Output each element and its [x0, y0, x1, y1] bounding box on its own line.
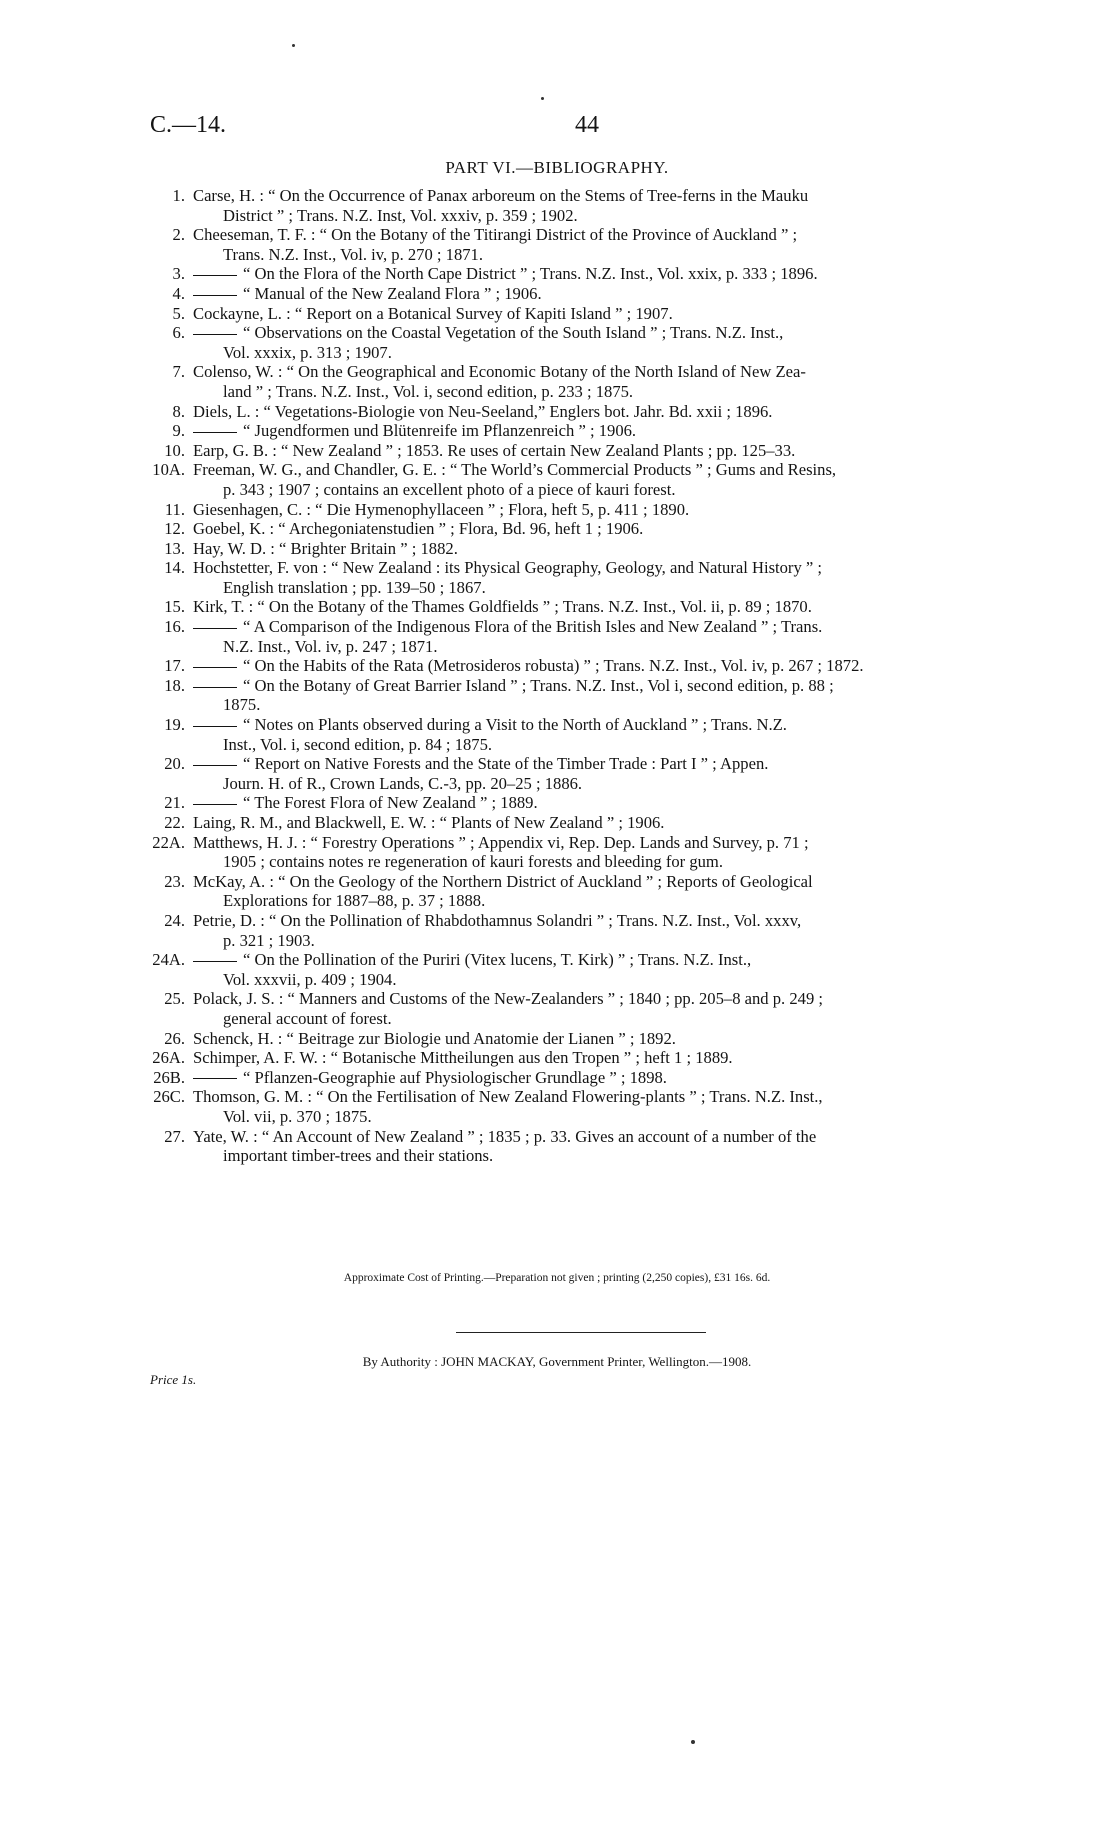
- entry-number: 17.: [164, 656, 185, 676]
- bibliography-entry: [148, 872, 1025, 911]
- entry-number: 12.: [164, 519, 185, 539]
- entry-number: 10A.: [152, 460, 185, 480]
- bibliography-entry: [148, 1068, 1025, 1088]
- ditto-dash: [193, 667, 237, 668]
- entry-line: [193, 1087, 1025, 1107]
- ditto-dash: [193, 334, 237, 335]
- entry-number: 11.: [164, 499, 185, 519]
- entry-text: [193, 1068, 1025, 1088]
- entry-line: [193, 186, 1025, 206]
- entry-number: 26B.: [153, 1067, 185, 1087]
- printing-cost-note: Approximate Cost of Printing.—Preparation not given ; printing (2,250 copies), £31 16s. 6d.: [343, 1272, 771, 1284]
- entry-continuation: English translation ; pp. 139–50 ; 1867.: [223, 577, 486, 597]
- entry-text: [193, 833, 1025, 872]
- bibliography-entry: [148, 676, 1025, 715]
- entry-line-text: Colenso, W. : “ On the Geographical and Economic Botany of the North Island of New Zea-: [193, 362, 806, 382]
- entry-text: [193, 402, 1025, 422]
- entry-text: [193, 754, 1025, 793]
- entry-continuation: p. 343 ; 1907 ; contains an excellent photo of a piece of kauri forest.: [223, 479, 676, 499]
- entry-number: 10.: [164, 440, 185, 460]
- entry-line: [193, 460, 1025, 480]
- entry-number: 26A.: [152, 1048, 185, 1068]
- entry-line: [193, 1048, 1025, 1068]
- entry-text: [193, 1029, 1025, 1049]
- entry-continuation: N.Z. Inst., Vol. iv, p. 247 ; 1871.: [223, 636, 438, 656]
- entry-number: 22.: [164, 813, 185, 832]
- entry-line-text: Hay, W. D. : “ Brighter Britain ” ; 1882.: [193, 538, 458, 558]
- entry-line: [193, 284, 1025, 304]
- entry-line: [193, 421, 1025, 441]
- speck: [292, 44, 295, 47]
- entry-continuation: Vol. vii, p. 370 ; 1875.: [223, 1106, 372, 1126]
- entry-line-text: “ Pflanzen-Geographie auf Physiologischer Grundlage ” ; 1898.: [243, 1067, 667, 1087]
- bibliography-entry: [148, 500, 1025, 520]
- entry-text: [193, 362, 1025, 401]
- bibliography-entry: [148, 793, 1025, 813]
- entry-number: 5.: [172, 303, 185, 323]
- entry-line: [193, 617, 1025, 637]
- entry-line-text: Freeman, W. G., and Chandler, G. E. : “ The World’s Commercial Products ” ; Gums and Resins,: [193, 460, 837, 480]
- entry-number: 21.: [164, 793, 185, 813]
- bibliography-entry: [148, 323, 1025, 362]
- entry-text: [193, 539, 1025, 559]
- entry-line: [193, 1029, 1025, 1049]
- bibliography-entry: [148, 715, 1025, 754]
- bibliography-entry: [148, 519, 1025, 539]
- entry-text: [193, 1048, 1025, 1068]
- entry-line-text: Carse, H. : “ On the Occurrence of Panax arboreum on the Stems of Tree-ferns in the Mauku: [193, 186, 809, 205]
- entry-continuation: Explorations for 1887–88, p. 37 ; 1888.: [223, 891, 486, 911]
- bibliography-entry: [148, 1127, 1025, 1166]
- entry-line: [193, 989, 1025, 1009]
- entry-continuation: Trans. N.Z. Inst., Vol. iv, p. 270 ; 1871.: [223, 244, 483, 264]
- bibliography-entry: [148, 813, 1025, 833]
- bibliography-entry: [148, 597, 1025, 617]
- entry-number: 6.: [172, 323, 185, 343]
- entry-text: [193, 989, 1025, 1028]
- entry-line-text: Matthews, H. J. : “ Forestry Operations ” ; Appendix vi, Rep. Dep. Lands and Survey, p. 71 ;: [193, 832, 809, 852]
- entry-line-text: “ On the Flora of the North Cape District ” ; Trans. N.Z. Inst., Vol. xxix, p. 333 ; 1896.: [243, 264, 818, 284]
- page-number: 44: [575, 112, 599, 138]
- entry-text: [193, 304, 1025, 324]
- entry-line-text: “ Jugendformen und Blütenreife im Pflanzenreich ” ; 1906.: [243, 421, 637, 441]
- ditto-dash: [193, 804, 237, 805]
- entry-line-text: Schimper, A. F. W. : “ Botanische Mittheilungen aus den Tropen ” ; heft 1 ; 1889.: [193, 1048, 733, 1068]
- entry-number: 24A.: [152, 950, 185, 970]
- ditto-dash: [193, 1078, 237, 1079]
- entry-text: [193, 441, 1025, 461]
- bibliography-entry: [148, 284, 1025, 304]
- entry-line-text: Goebel, K. : “ Archegoniatenstudien ” ; Flora, Bd. 96, heft 1 ; 1906.: [193, 519, 644, 539]
- entry-line: [193, 264, 1025, 284]
- entry-line: [193, 833, 1025, 853]
- entry-line: [193, 950, 1025, 970]
- entry-text: [193, 186, 1025, 225]
- entry-line-text: Cockayne, L. : “ Report on a Botanical Survey of Kapiti Island ” ; 1907.: [193, 303, 673, 323]
- ditto-dash: [193, 275, 237, 276]
- entry-line: [193, 715, 1025, 735]
- bibliography-entry: [148, 186, 1025, 225]
- entry-continuation: p. 321 ; 1903.: [223, 930, 315, 950]
- entry-number: 26.: [164, 1028, 185, 1048]
- entry-line-text: Hochstetter, F. von : “ New Zealand : its Physical Geography, Geology, and Natural History ” ;: [193, 558, 823, 578]
- entry-line: [193, 500, 1025, 520]
- entry-text: [193, 950, 1025, 989]
- entry-line: [193, 304, 1025, 324]
- bibliography-entry: [148, 911, 1025, 950]
- entry-number: 8.: [172, 401, 185, 421]
- entry-line-text: “ Report on Native Forests and the State of the Timber Trade : Part I ” ; Appen.: [243, 754, 769, 774]
- entry-continuation: general account of forest.: [223, 1008, 392, 1028]
- entry-number: 1.: [172, 186, 185, 205]
- entry-number: 19.: [164, 715, 185, 735]
- footer-divider: [456, 1332, 706, 1333]
- entry-line: [193, 539, 1025, 559]
- entry-text: [193, 1127, 1025, 1166]
- entry-text: [193, 264, 1025, 284]
- ditto-dash: [193, 432, 237, 433]
- entry-line-text: Yate, W. : “ An Account of New Zealand ” ; 1835 ; p. 33. Gives an account of a number of the: [193, 1126, 817, 1146]
- entry-text: [193, 617, 1025, 656]
- entry-text: [193, 813, 1025, 833]
- bibliography-entry: [148, 441, 1025, 461]
- entry-line: [193, 362, 1025, 382]
- entry-line-text: “ A Comparison of the Indigenous Flora of the British Isles and New Zealand ” ; Trans.: [243, 617, 823, 637]
- entry-line-text: “ The Forest Flora of New Zealand ” ; 1889.: [243, 793, 538, 813]
- entry-number: 26C.: [153, 1087, 185, 1107]
- entry-line: [193, 872, 1025, 892]
- bibliography-entry: [148, 617, 1025, 656]
- bibliography-entry: [148, 558, 1025, 597]
- entry-number: 22A.: [152, 832, 185, 852]
- entry-text: [193, 715, 1025, 754]
- bibliography-entry: [148, 989, 1025, 1028]
- entry-line-text: “ On the Botany of Great Barrier Island ” ; Trans. N.Z. Inst., Vol i, second edition, p. 88 ;: [243, 675, 834, 695]
- entry-line: [193, 519, 1025, 539]
- entry-text: [193, 1087, 1025, 1126]
- entry-line: [193, 793, 1025, 813]
- entry-number: 14.: [164, 558, 185, 578]
- entry-number: 15.: [164, 597, 185, 617]
- entry-line-text: “ Observations on the Coastal Vegetation of the South Island ” ; Trans. N.Z. Inst.,: [243, 323, 784, 343]
- entry-text: [193, 284, 1025, 304]
- entry-line-text: Cheeseman, T. F. : “ On the Botany of the Titirangi District of the Province of Auckland ” ;: [193, 225, 798, 245]
- entry-number: 2.: [172, 225, 185, 245]
- entry-line: [193, 225, 1025, 245]
- entry-number: 16.: [164, 617, 185, 637]
- entry-number: 23.: [164, 871, 185, 891]
- bibliography-entry: [148, 225, 1025, 264]
- entry-number: 13.: [164, 538, 185, 558]
- ditto-dash: [193, 295, 237, 296]
- entry-number: 7.: [172, 362, 185, 382]
- printer-authority: By Authority : JOHN MACKAY, Government Printer, Wellington.—1908.: [362, 1354, 752, 1369]
- entry-line-text: Petrie, D. : “ On the Pollination of Rhabdothamnus Solandri ” ; Trans. N.Z. Inst., Vol. xxxv,: [193, 910, 802, 930]
- entry-text: [193, 323, 1025, 362]
- entry-text: [193, 558, 1025, 597]
- entry-number: 27.: [164, 1126, 185, 1146]
- entry-continuation: Vol. xxxix, p. 313 ; 1907.: [223, 342, 392, 362]
- section-title: PART VI.—BIBLIOGRAPHY.: [445, 158, 669, 177]
- entry-continuation: 1905 ; contains notes re regeneration of kauri forests and bleeding for gum.: [223, 852, 723, 872]
- entry-text: [193, 500, 1025, 520]
- bibliography-entry: [148, 421, 1025, 441]
- bibliography-entry: [148, 950, 1025, 989]
- speck: [541, 97, 544, 100]
- ditto-dash: [193, 765, 237, 766]
- entry-number: 18.: [164, 675, 185, 695]
- entry-continuation: important timber-trees and their stations.: [223, 1146, 494, 1166]
- entry-continuation: land ” ; Trans. N.Z. Inst., Vol. i, second edition, p. 233 ; 1875.: [223, 381, 634, 401]
- entry-text: [193, 519, 1025, 539]
- bibliography-entry: [148, 539, 1025, 559]
- bibliography-entry: [148, 264, 1025, 284]
- entry-line: [193, 676, 1025, 696]
- entry-text: [193, 872, 1025, 911]
- entry-line: [193, 1068, 1025, 1088]
- entry-line-text: McKay, A. : “ On the Geology of the Northern District of Auckland ” ; Reports of Geological: [193, 871, 813, 891]
- bibliography-entry: [148, 1048, 1025, 1068]
- entry-continuation: Inst., Vol. i, second edition, p. 84 ; 1875.: [223, 734, 493, 754]
- entry-line-text: Earp, G. B. : “ New Zealand ” ; 1853. Re uses of certain New Zealand Plants ; pp. 125–33.: [193, 440, 796, 460]
- price-note: Price 1s.: [150, 1372, 197, 1387]
- bibliography-entry: [148, 754, 1025, 793]
- entry-line: [193, 402, 1025, 422]
- entry-line-text: Diels, L. : “ Vegetations-Biologie von Neu-Seeland,” Englers bot. Jahr. Bd. xxii ; 1896.: [193, 401, 773, 421]
- bibliography-entry: [148, 304, 1025, 324]
- entry-line-text: Schenck, H. : “ Beitrage zur Biologie und Anatomie der Lianen ” ; 1892.: [193, 1028, 676, 1048]
- entry-text: [193, 911, 1025, 950]
- entry-text: [193, 597, 1025, 617]
- entry-line-text: “ Notes on Plants observed during a Visit to the North of Auckland ” ; Trans. N.Z.: [243, 715, 787, 735]
- speck: [691, 1740, 695, 1744]
- entry-continuation: District ” ; Trans. N.Z. Inst, Vol. xxxiv, p. 359 ; 1902.: [223, 205, 578, 225]
- entry-text: [193, 225, 1025, 264]
- entry-text: [193, 460, 1025, 499]
- bibliography-entry: [148, 1087, 1025, 1126]
- entry-line: [193, 754, 1025, 774]
- bibliography-entry: [148, 656, 1025, 676]
- entry-continuation: Journ. H. of R., Crown Lands, C.-3, pp. 20–25 ; 1886.: [223, 773, 583, 793]
- entry-number: 4.: [172, 283, 185, 303]
- bibliography-entry: [148, 402, 1025, 422]
- ditto-dash: [193, 687, 237, 688]
- entry-line-text: “ Manual of the New Zealand Flora ” ; 1906.: [243, 283, 542, 303]
- bibliography-entry: [148, 460, 1025, 499]
- entry-line: [193, 441, 1025, 461]
- entry-line-text: Thomson, G. M. : “ On the Fertilisation of New Zealand Flowering-plants ” ; Trans. N.Z. Inst.,: [193, 1087, 823, 1107]
- entry-number: 3.: [172, 264, 185, 284]
- bibliography-entry: [148, 833, 1025, 872]
- entry-line: [193, 656, 1025, 676]
- document-code: C.—14.: [150, 112, 227, 138]
- entry-line: [193, 813, 1025, 833]
- entry-number: 25.: [164, 989, 185, 1009]
- entry-number: 9.: [172, 421, 185, 441]
- entry-line-text: “ On the Pollination of the Puriri (Vitex lucens, T. Kirk) ” ; Trans. N.Z. Inst.,: [243, 950, 752, 970]
- ditto-dash: [193, 961, 237, 962]
- entry-line-text: Kirk, T. : “ On the Botany of the Thames Goldfields ” ; Trans. N.Z. Inst., Vol. ii, p. 89 ; 1870.: [193, 597, 812, 617]
- entry-line: [193, 1127, 1025, 1147]
- entry-line: [193, 323, 1025, 343]
- bibliography-list: [148, 186, 1025, 1166]
- entry-line-text: Polack, J. S. : “ Manners and Customs of the New-Zealanders ” ; 1840 ; pp. 205–8 and p. 249 ;: [193, 989, 823, 1009]
- entry-text: [193, 421, 1025, 441]
- entry-line: [193, 558, 1025, 578]
- entry-line: [193, 597, 1025, 617]
- entry-continuation: Vol. xxxvii, p. 409 ; 1904.: [223, 969, 397, 989]
- bibliography-entry: [148, 362, 1025, 401]
- entry-number: 20.: [164, 754, 185, 774]
- entry-text: [193, 793, 1025, 813]
- entry-line: [193, 911, 1025, 931]
- entry-line-text: Laing, R. M., and Blackwell, E. W. : “ Plants of New Zealand ” ; 1906.: [193, 813, 665, 832]
- entry-text: [193, 656, 1025, 676]
- entry-number: 24.: [164, 910, 185, 930]
- entry-line-text: “ On the Habits of the Rata (Metrosideros robusta) ” ; Trans. N.Z. Inst., Vol. iv, p. 267 ; 1872.: [243, 656, 864, 676]
- entry-continuation: 1875.: [223, 695, 261, 715]
- ditto-dash: [193, 726, 237, 727]
- bibliography-entry: [148, 1029, 1025, 1049]
- entry-line-text: Giesenhagen, C. : “ Die Hymenophyllaceen ” ; Flora, heft 5, p. 411 ; 1890.: [193, 499, 690, 519]
- ditto-dash: [193, 628, 237, 629]
- entry-text: [193, 676, 1025, 715]
